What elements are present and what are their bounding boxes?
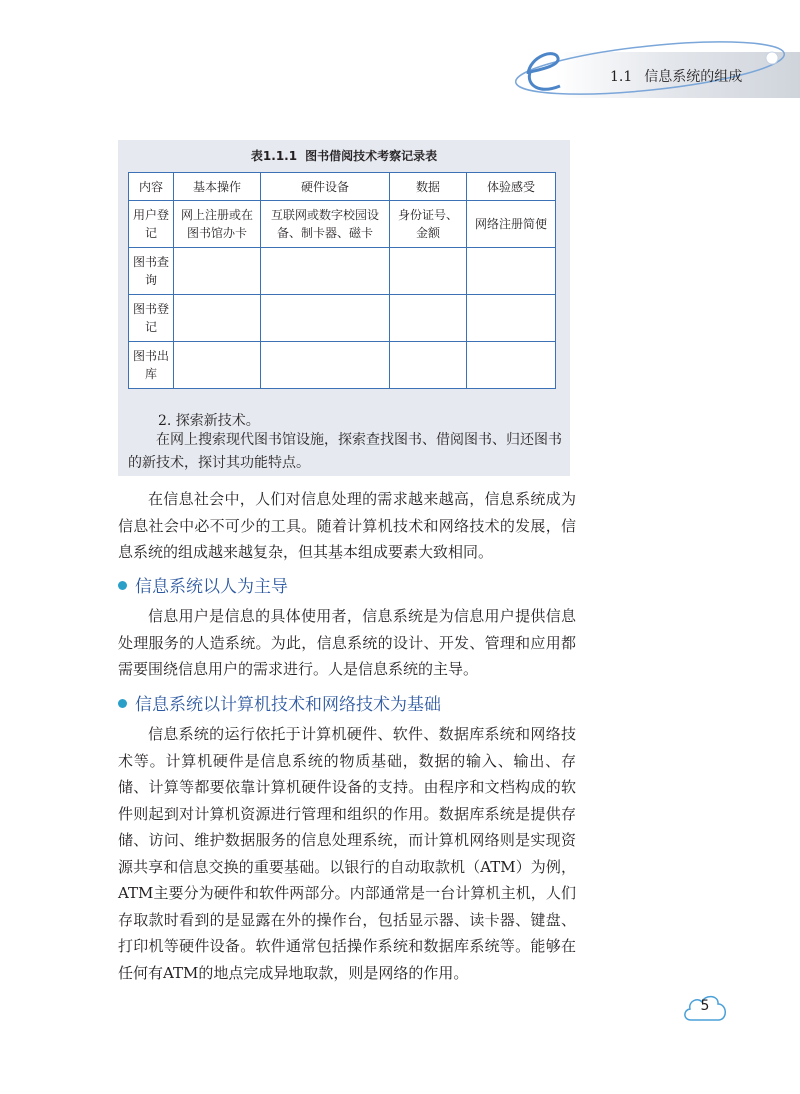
column-header-hardware: 硬件设备	[261, 173, 390, 201]
table-cell	[467, 248, 556, 295]
table-cell: 图书登记	[129, 295, 174, 342]
table-cell	[261, 248, 390, 295]
table-cell: 图书出库	[129, 342, 174, 389]
column-header-basic-operation: 基本操作	[174, 173, 261, 201]
table-cell	[174, 248, 261, 295]
chapter-header	[610, 66, 742, 86]
table-cell: 网络注册简便	[467, 201, 556, 248]
table-cell: 用户登记	[129, 201, 174, 248]
chapter-number: 1.1	[610, 69, 633, 85]
section-heading-text: 信息系统以人为主导	[135, 577, 288, 597]
book-lending-record-table	[128, 172, 556, 389]
activity-body: 在网上搜索现代图书馆设施，探索查找图书、借阅图书、归还图书的新技术，探讨其功能特点。	[128, 432, 562, 471]
table-row	[129, 248, 556, 295]
page-number: 5	[700, 998, 710, 1014]
column-header-experience: 体验感受	[467, 173, 556, 201]
table-cell	[174, 295, 261, 342]
column-header-content: 内容	[129, 173, 174, 201]
section-paragraph-technology: 信息系统的运行依托于计算机硬件、软件、数据库系统和网络技术等。计算机硬件是信息系统的物质基础，数据的输入、输出、存储、计算等都要依靠计算机硬件设备的支持。由程序和文档构成的软件则起到对计算机资源进行管理和组织的作用。数据库系统是提供存储、访问、维护数据服务的信息处理系统，而计算机网络则是实现资源共享和信息交换的重要基础。以银行的自动取款机（ATM）为例，ATM主要分为硬件和软件两部分。内部通常是一台计算机主机，人们存取款时看到的是显露在外的操作台，包括显示器、读卡器、键盘、打印机等硬件设备。软件通常包括操作系统和数据库系统等。能够在任何有ATM的地点完成异地取款，则是网络的作用。	[118, 725, 576, 982]
section-heading-people	[118, 572, 288, 597]
table-cell	[390, 342, 467, 389]
table-cell	[261, 342, 390, 389]
column-header-data: 数据	[390, 173, 467, 201]
table-cell	[390, 248, 467, 295]
table-cell	[467, 295, 556, 342]
table-cell: 图书查询	[129, 248, 174, 295]
table-cell: 互联网或数字校园设备、制卡器、磁卡	[261, 201, 390, 248]
bullet-icon	[118, 699, 127, 708]
table-row	[129, 295, 556, 342]
table-cell	[390, 295, 467, 342]
table-cell: 网上注册或在图书馆办卡	[174, 201, 261, 248]
table-cell	[261, 295, 390, 342]
section-heading-text: 信息系统以计算机技术和网络技术为基础	[135, 695, 441, 715]
table-cell: 身份证号、金额	[390, 201, 467, 248]
table-caption-title: 图书借阅技术考察记录表	[305, 149, 438, 163]
table-row	[129, 342, 556, 389]
table-cell	[174, 342, 261, 389]
section-heading-technology	[118, 690, 441, 715]
intro-paragraph: 在信息社会中，人们对信息处理的需求越来越高，信息系统成为信息社会中必不可少的工具。随着计算机技术和网络技术的发展，信息系统的组成越来越复杂，但其基本组成要素大致相同。	[118, 490, 576, 561]
activity-heading: 2. 探索新技术。	[158, 413, 260, 429]
table-row	[129, 201, 556, 248]
table-caption	[118, 147, 570, 164]
table-cell	[467, 342, 556, 389]
bullet-icon	[118, 581, 127, 590]
section-paragraph-people: 信息用户是信息的具体使用者，信息系统是为信息用户提供信息处理服务的人造系统。为此，信息系统的设计、开发、管理和应用都需要围绕信息用户的需求进行。人是信息系统的主导。	[118, 607, 576, 678]
table-caption-number: 表1.1.1	[250, 149, 298, 163]
chapter-title: 信息系统的组成	[644, 69, 743, 85]
